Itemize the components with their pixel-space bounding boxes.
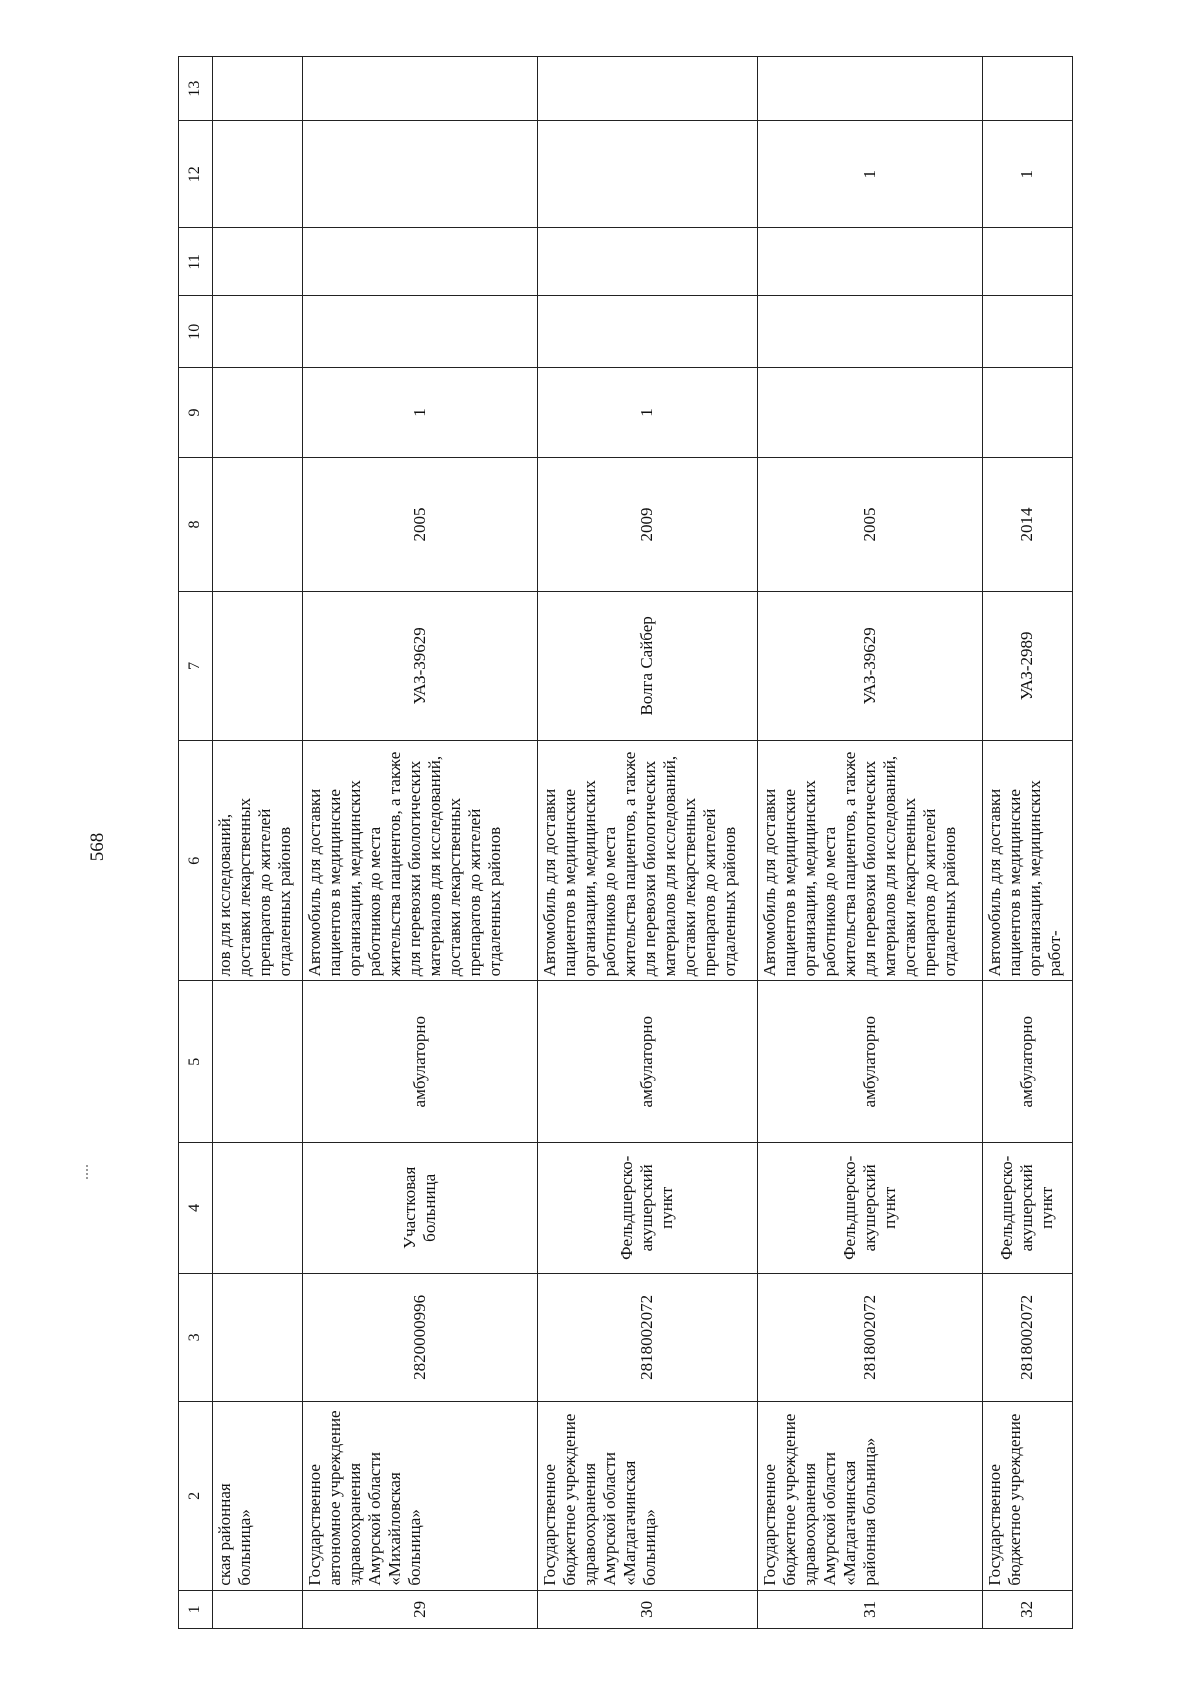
- col-header-1: 1: [179, 1590, 213, 1628]
- cell-year: 2005: [757, 458, 982, 592]
- cell-col10: [757, 296, 982, 368]
- cell-organization: Государственное бюджетное учреждение: [982, 1402, 1072, 1591]
- col-header-2: 2: [179, 1402, 213, 1591]
- cell-col13: [302, 57, 537, 121]
- cell-col13: [537, 57, 757, 121]
- cell-col13: [757, 57, 982, 121]
- cell-col13: [982, 57, 1072, 121]
- cell-vehicle-model: УАЗ-2989: [982, 591, 1072, 740]
- cell-num: 29: [302, 1590, 537, 1628]
- cell-col9: 1: [537, 367, 757, 457]
- cell-inn: 2818002072: [537, 1273, 757, 1401]
- col-header-3: 3: [179, 1273, 213, 1401]
- header-row: [179, 57, 213, 1629]
- col-header-11: 11: [179, 228, 213, 296]
- cell-num: [212, 1590, 302, 1628]
- cell-purpose: Автомобиль для доставки пациентов в медицинские организации, медицинских работников до места жительства пациентов, а также для перевозки биологических материалов для исследований, доставки лекарственных препаратов до жителей отдаленных районов: [302, 740, 537, 980]
- cell-year: 2009: [537, 458, 757, 592]
- cell-num: 32: [982, 1590, 1072, 1628]
- col-header-6: 6: [179, 740, 213, 980]
- cell-col10: [302, 296, 537, 368]
- cell-col11: [302, 228, 537, 296]
- cell-inn: [212, 1273, 302, 1401]
- cell-inn: 2820000996: [302, 1273, 537, 1401]
- cell-year: 2005: [302, 458, 537, 592]
- col-header-12: 12: [179, 121, 213, 228]
- cell-unit: Фельдшерско-акушерский пункт: [537, 1143, 757, 1274]
- cell-vehicle-model: УАЗ-39629: [302, 591, 537, 740]
- cell-inn: 2818002072: [982, 1273, 1072, 1401]
- col-header-8: 8: [179, 458, 213, 592]
- cell-vehicle-model: Волга Сайбер: [537, 591, 757, 740]
- col-header-5: 5: [179, 981, 213, 1143]
- cell-col12: [537, 121, 757, 228]
- cell-col10: [537, 296, 757, 368]
- table-row: [537, 57, 757, 1629]
- col-header-9: 9: [179, 367, 213, 457]
- cell-unit: Фельдшерско-акушерский пункт: [982, 1143, 1072, 1274]
- cell-col12: [302, 121, 537, 228]
- col-header-7: 7: [179, 591, 213, 740]
- table-row: [757, 57, 982, 1629]
- cell-organization: ская районная больница»: [212, 1402, 302, 1591]
- col-header-10: 10: [179, 296, 213, 368]
- cell-num: 30: [537, 1590, 757, 1628]
- cell-organization: Государственное бюджетное учреждение здравоохранения Амурской области «Магдагачинская районная больница»: [757, 1402, 982, 1591]
- table-row: [302, 57, 537, 1629]
- cell-col10: [212, 296, 302, 368]
- cell-purpose: Автомобиль для доставки пациентов в медицинские организации, медицинских работ-: [982, 740, 1072, 980]
- cell-organization: Государственное автономное учреждение здравоохранения Амурской области «Михайловская больница»: [302, 1402, 537, 1591]
- cell-col9: [757, 367, 982, 457]
- cell-col12: [212, 121, 302, 228]
- cell-inn: 2818002072: [757, 1273, 982, 1401]
- cell-num: 31: [757, 1590, 982, 1628]
- cell-col9: 1: [302, 367, 537, 457]
- cell-col9: [212, 367, 302, 457]
- cell-care-type: амбулаторно: [757, 981, 982, 1143]
- cell-care-type: [212, 981, 302, 1143]
- table-row: [982, 57, 1072, 1629]
- cell-unit: [212, 1143, 302, 1274]
- cell-col11: [757, 228, 982, 296]
- vehicle-table: [178, 56, 1073, 1629]
- cell-purpose: Автомобиль для доставки пациентов в медицинские организации, медицинских работников до места жительства пациентов, а также для перевозки биологических материалов для исследований, доставки лекарственных препаратов до жителей отдаленных районов: [757, 740, 982, 980]
- cell-unit: Участковая больница: [302, 1143, 537, 1274]
- cell-care-type: амбулаторно: [537, 981, 757, 1143]
- cell-col11: [982, 228, 1072, 296]
- cell-col11: [537, 228, 757, 296]
- col-header-4: 4: [179, 1143, 213, 1274]
- table-row: [212, 57, 302, 1629]
- cell-organization: Государственное бюджетное учреждение здравоохранения Амурской области «Магдагачинская больница»: [537, 1402, 757, 1591]
- cell-col10: [982, 296, 1072, 368]
- col-header-13: 13: [179, 57, 213, 121]
- cell-care-type: амбулаторно: [982, 981, 1072, 1143]
- cell-vehicle-model: [212, 591, 302, 740]
- cell-col12: 1: [982, 121, 1072, 228]
- cell-purpose: лов для исследований, доставки лекарственных препаратов до жителей отдаленных районов: [212, 740, 302, 980]
- scan-speck: [86, 1165, 90, 1179]
- page-number: 568: [87, 832, 108, 862]
- cell-year: [212, 458, 302, 592]
- cell-care-type: амбулаторно: [302, 981, 537, 1143]
- cell-col11: [212, 228, 302, 296]
- cell-unit: Фельдшерско-акушерский пункт: [757, 1143, 982, 1274]
- cell-col12: 1: [757, 121, 982, 228]
- cell-vehicle-model: УАЗ-39629: [757, 591, 982, 740]
- cell-col13: [212, 57, 302, 121]
- rotated-table-container: [178, 56, 1073, 1629]
- cell-col9: [982, 367, 1072, 457]
- cell-purpose: Автомобиль для доставки пациентов в медицинские организации, медицинских работников до места жительства пациентов, а также для перевозки биологических материалов для исследований, доставки лекарственных препаратов до жителей отдаленных районов: [537, 740, 757, 980]
- cell-year: 2014: [982, 458, 1072, 592]
